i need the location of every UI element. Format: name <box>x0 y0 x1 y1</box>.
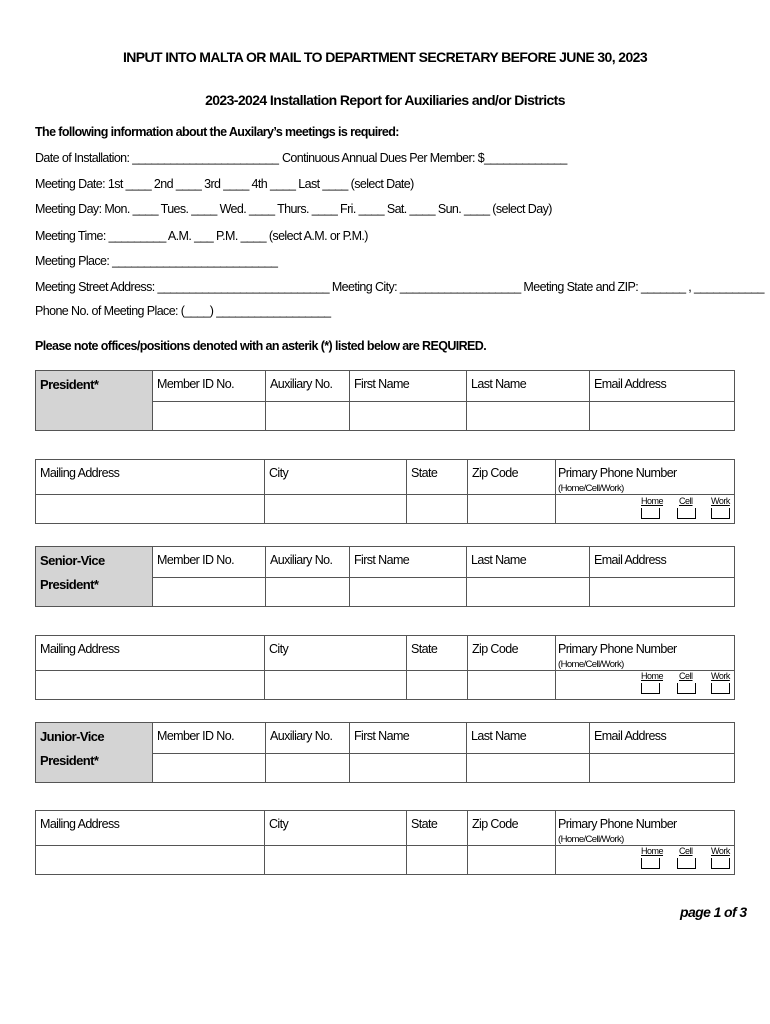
work-checkbox[interactable] <box>711 858 730 869</box>
president-role: President* <box>36 371 153 431</box>
junior-vice-role-line1: Junior-Vice <box>40 729 104 744</box>
cell-label: Cell <box>679 846 693 856</box>
page-title: 2023-2024 Installation Report for Auxiliaries and/or Districts <box>205 92 565 108</box>
primary-phone-label: Primary Phone Number <box>558 466 677 480</box>
annual-dues-field[interactable]: Continuous Annual Dues Per Member: $_____________ <box>282 151 567 165</box>
date-of-installation-field[interactable]: Date of Installation: _______________________ <box>35 151 279 165</box>
mailing-address-header: Mailing Address <box>36 811 265 846</box>
state-header: State <box>407 811 468 846</box>
auxiliary-no-input[interactable] <box>266 578 350 607</box>
state-header: State <box>407 460 468 495</box>
primary-phone-header <box>556 460 735 495</box>
zip-header: Zip Code <box>468 811 556 846</box>
zip-input[interactable] <box>468 671 556 700</box>
email-input[interactable] <box>590 754 735 783</box>
work-label: Work <box>711 671 730 681</box>
last-name-input[interactable] <box>467 402 590 431</box>
junior-vice-address-table <box>35 810 735 875</box>
home-checkbox[interactable] <box>641 683 660 694</box>
cell-checkbox[interactable] <box>677 508 696 519</box>
president-info-table <box>35 370 735 431</box>
mailing-address-input[interactable] <box>36 846 265 875</box>
mailing-address-header: Mailing Address <box>36 460 265 495</box>
primary-phone-header <box>556 636 735 671</box>
home-label: Home <box>641 846 664 856</box>
junior-vice-role <box>36 723 153 783</box>
cell-checkbox[interactable] <box>677 683 696 694</box>
work-checkbox[interactable] <box>711 683 730 694</box>
cell-label: Cell <box>679 496 693 506</box>
email-input[interactable] <box>590 402 735 431</box>
state-input[interactable] <box>407 846 468 875</box>
email-header: Email Address <box>590 723 735 754</box>
home-label: Home <box>641 496 664 506</box>
senior-vice-address-table <box>35 635 735 700</box>
city-input[interactable] <box>265 495 407 524</box>
meeting-place-field[interactable]: Meeting Place: __________________________ <box>35 254 278 268</box>
city-header: City <box>265 636 407 671</box>
cell-checkbox[interactable] <box>677 858 696 869</box>
work-label: Work <box>711 846 730 856</box>
phone-types-label: (Home/Cell/Work) <box>558 659 624 670</box>
primary-phone-label: Primary Phone Number <box>558 817 677 831</box>
zip-header: Zip Code <box>468 460 556 495</box>
city-input[interactable] <box>265 846 407 875</box>
zip-input[interactable] <box>468 846 556 875</box>
primary-phone-header <box>556 811 735 846</box>
senior-vice-role-line2: President* <box>40 577 99 592</box>
last-name-header: Last Name <box>467 547 590 578</box>
last-name-input[interactable] <box>467 578 590 607</box>
required-note: Please note offices/positions denoted with an asterik (*) listed below are REQUIRED. <box>35 339 487 353</box>
mailing-address-input[interactable] <box>36 495 265 524</box>
auxiliary-no-header: Auxiliary No. <box>266 723 350 754</box>
email-header: Email Address <box>590 547 735 578</box>
city-header: City <box>265 811 407 846</box>
auxiliary-no-header: Auxiliary No. <box>266 547 350 578</box>
meeting-day-field[interactable]: Meeting Day: Mon. ____ Tues. ____ Wed. ____ Thurs. ____ Fri. ____ Sat. ____ Sun. ____ (select Day) <box>35 202 552 216</box>
first-name-input[interactable] <box>350 402 467 431</box>
meeting-date-field[interactable]: Meeting Date: 1st ____ 2nd ____ 3rd ____ 4th ____ Last ____ (select Date) <box>35 177 414 191</box>
required-text: The following information about the Auxilary’s meetings is required: <box>35 125 399 139</box>
home-label: Home <box>641 671 664 681</box>
city-header: City <box>265 460 407 495</box>
mailing-address-header: Mailing Address <box>36 636 265 671</box>
home-checkbox[interactable] <box>641 508 660 519</box>
junior-vice-role-line2: President* <box>40 753 99 768</box>
junior-vice-info-table <box>35 722 735 783</box>
mailing-address-input[interactable] <box>36 671 265 700</box>
last-name-header: Last Name <box>467 723 590 754</box>
meeting-phone-field[interactable]: Phone No. of Meeting Place: (____) __________________ <box>35 304 331 318</box>
meeting-time-field[interactable]: Meeting Time: _________ A.M. ___ P.M. ____ (select A.M. or P.M.) <box>35 229 368 243</box>
state-input[interactable] <box>407 495 468 524</box>
first-name-header: First Name <box>350 723 467 754</box>
state-header: State <box>407 636 468 671</box>
zip-input[interactable] <box>468 495 556 524</box>
auxiliary-no-header: Auxiliary No. <box>266 371 350 402</box>
senior-vice-role <box>36 547 153 607</box>
senior-vice-role-line1: Senior-Vice <box>40 553 105 568</box>
instruction-heading: INPUT INTO MALTA OR MAIL TO DEPARTMENT SECRETARY BEFORE JUNE 30, 2023 <box>122 49 648 65</box>
zip-header: Zip Code <box>468 636 556 671</box>
work-label: Work <box>711 496 730 506</box>
phone-types-label: (Home/Cell/Work) <box>558 834 624 845</box>
member-id-header: Member ID No. <box>153 723 266 754</box>
email-header: Email Address <box>590 371 735 402</box>
member-id-input[interactable] <box>153 754 266 783</box>
home-checkbox[interactable] <box>641 858 660 869</box>
meeting-address-field[interactable]: Meeting Street Address: ___________________________ Meeting City: ___________________ Meeting State and ZIP: _______ , ___________ <box>35 280 764 294</box>
last-name-header: Last Name <box>467 371 590 402</box>
work-checkbox[interactable] <box>711 508 730 519</box>
cell-label: Cell <box>679 671 693 681</box>
city-input[interactable] <box>265 671 407 700</box>
member-id-header: Member ID No. <box>153 547 266 578</box>
phone-types-label: (Home/Cell/Work) <box>558 483 624 494</box>
state-input[interactable] <box>407 671 468 700</box>
member-id-header: Member ID No. <box>153 371 266 402</box>
last-name-input[interactable] <box>467 754 590 783</box>
member-id-input[interactable] <box>153 402 266 431</box>
first-name-input[interactable] <box>350 578 467 607</box>
member-id-input[interactable] <box>153 578 266 607</box>
page-number: page 1 of 3 <box>680 904 747 920</box>
auxiliary-no-input[interactable] <box>266 754 350 783</box>
first-name-header: First Name <box>350 371 467 402</box>
first-name-header: First Name <box>350 547 467 578</box>
email-input[interactable] <box>590 578 735 607</box>
auxiliary-no-input[interactable] <box>266 402 350 431</box>
president-address-table <box>35 459 735 524</box>
senior-vice-info-table <box>35 546 735 607</box>
first-name-input[interactable] <box>350 754 467 783</box>
primary-phone-label: Primary Phone Number <box>558 642 677 656</box>
